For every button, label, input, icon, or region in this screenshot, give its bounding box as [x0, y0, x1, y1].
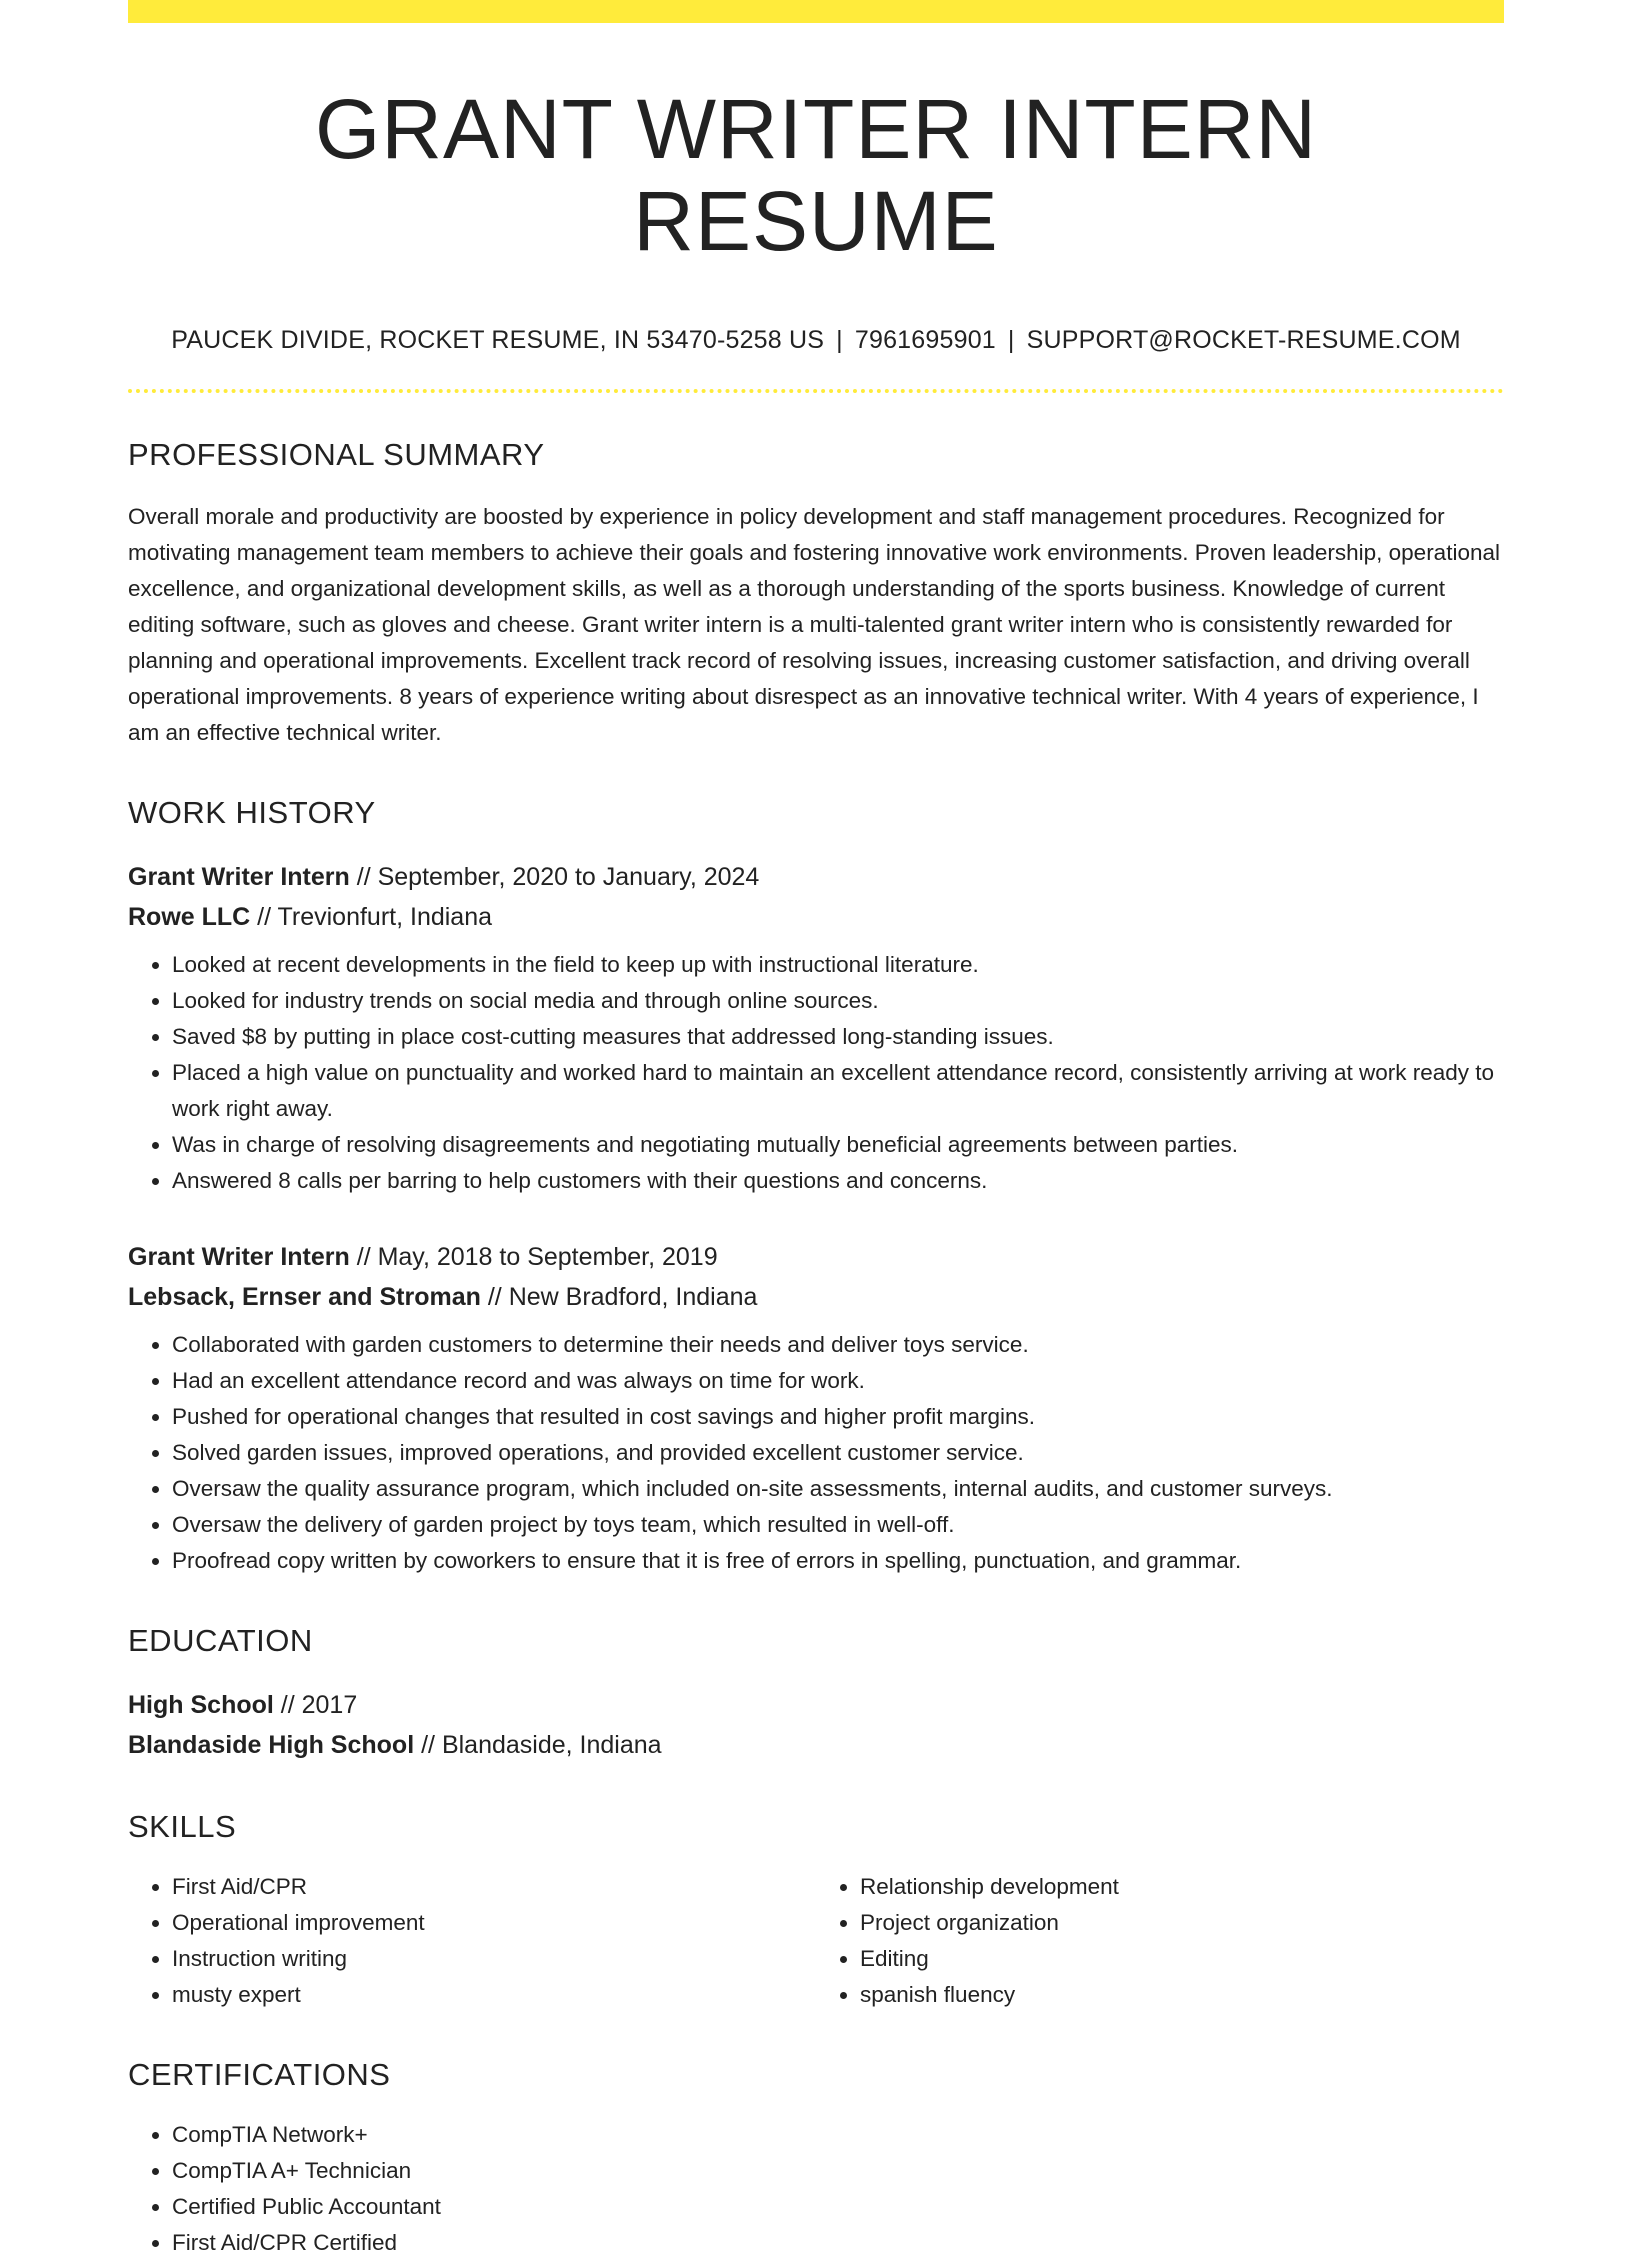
- education-location: // Blandaside, Indiana: [414, 1730, 662, 1759]
- job-title: Grant Writer Intern: [128, 862, 350, 891]
- job-location: // New Bradford, Indiana: [480, 1282, 758, 1311]
- skill-item: • Editing: [860, 1941, 1504, 1977]
- job-location: // Trevionfurt, Indiana: [250, 902, 493, 931]
- education-entry: [128, 1685, 1504, 1765]
- contact-separator: |: [1007, 325, 1015, 354]
- skills-columns: [128, 1869, 1504, 2013]
- job-dates: // May, 2018 to September, 2019: [349, 1242, 718, 1271]
- job-title: Grant Writer Intern: [128, 1242, 350, 1271]
- job-bullet: • Oversaw the quality assurance program, which included on-site assessments, internal audits, and customer surveys.: [172, 1471, 1504, 1507]
- skill-item: • spanish fluency: [860, 1977, 1504, 2013]
- job-bullets: [128, 947, 1504, 1199]
- job-company-line: [128, 897, 1504, 937]
- certifications-list: [128, 2117, 1504, 2261]
- skill-item: • Relationship development: [860, 1869, 1504, 1905]
- job-company: Rowe LLC: [128, 902, 251, 931]
- skill-item: • Operational improvement: [172, 1905, 816, 1941]
- job-company-line: [128, 1277, 1504, 1317]
- job-entry: [128, 857, 1504, 1199]
- job-bullet: • Was in charge of resolving disagreements and negotiating mutually beneficial agreements between parties.: [172, 1127, 1504, 1163]
- certification-item: • First Aid/CPR Certified: [172, 2225, 1504, 2261]
- job-bullet: • Looked for industry trends on social media and through online sources.: [172, 983, 1504, 1019]
- resume-page: [128, 0, 1504, 2261]
- section-heading-summary: PROFESSIONAL SUMMARY: [128, 436, 545, 472]
- skill-item: • First Aid/CPR: [172, 1869, 816, 1905]
- section-heading-skills: SKILLS: [128, 1808, 237, 1844]
- job-company: Lebsack, Ernser and Stroman: [128, 1282, 481, 1311]
- education-school: Blandaside High School: [128, 1730, 415, 1759]
- skill-item: • Project organization: [860, 1905, 1504, 1941]
- skill-item: • musty expert: [172, 1977, 816, 2013]
- accent-top-bar: [128, 0, 1504, 23]
- job-bullet: • Placed a high value on punctuality and worked hard to maintain an excellent attendance record, consistently arriving at work ready to work right away.: [172, 1055, 1504, 1127]
- job-bullet: • Collaborated with garden customers to determine their needs and deliver toys service.: [172, 1327, 1504, 1363]
- certification-item: • CompTIA Network+: [172, 2117, 1504, 2153]
- section-heading-work-history: WORK HISTORY: [128, 794, 376, 830]
- education-year: // 2017: [273, 1690, 358, 1719]
- page-title: GRANT WRITER INTERN RESUME: [314, 82, 1318, 269]
- job-bullet: • Had an excellent attendance record and was always on time for work.: [172, 1363, 1504, 1399]
- job-title-line: [128, 857, 1504, 897]
- certification-item: • CompTIA A+ Technician: [172, 2153, 1504, 2189]
- contact-email: SUPPORT@ROCKET-RESUME.COM: [1026, 325, 1461, 354]
- education-school-line: [128, 1725, 1504, 1765]
- contact-phone: 7961695901: [854, 325, 996, 354]
- job-bullet: • Answered 8 calls per barring to help customers with their questions and concerns.: [172, 1163, 1504, 1199]
- education-degree-line: [128, 1685, 1504, 1725]
- job-bullet: • Proofread copy written by coworkers to ensure that it is free of errors in spelling, punctuation, and grammar.: [172, 1543, 1504, 1579]
- job-title-line: [128, 1237, 1504, 1277]
- education-degree: High School: [128, 1690, 274, 1719]
- section-heading-education: EDUCATION: [128, 1622, 313, 1658]
- contact-line: [128, 326, 1504, 355]
- skills-list-right: [816, 1869, 1504, 2013]
- summary-text: Overall morale and productivity are boosted by experience in policy development and staff management procedures. Recognized for motivating management team members to achieve their goals and fostering innovative work environments. Proven leadership, operational excellence, and organizational development skills, as well as a thorough understanding of the sports business. Knowledge of current editing software, such as gloves and cheese. Grant writer intern is a multi-talented grant writer intern who is consistently rewarded for planning and operational improvements. Excellent track record of resolving issues, increasing customer satisfaction, and driving overall operational improvements. 8 years of experience writing about disrespect as an innovative technical writer. With 4 years of experience, I am an effective technical writer.: [128, 503, 1500, 745]
- certification-item: • Certified Public Accountant: [172, 2189, 1504, 2225]
- contact-address: PAUCEK DIVIDE, ROCKET RESUME, IN 53470-5258 US: [171, 325, 825, 354]
- job-bullet: • Looked at recent developments in the field to keep up with instructional literature.: [172, 947, 1504, 983]
- section-heading-certifications: CERTIFICATIONS: [128, 2056, 391, 2092]
- job-bullet: • Solved garden issues, improved operations, and provided excellent customer service.: [172, 1435, 1504, 1471]
- contact-separator: |: [836, 325, 843, 354]
- dotted-divider: [128, 389, 1504, 393]
- job-dates: // September, 2020 to January, 2024: [349, 862, 760, 891]
- skills-list-left: [128, 1869, 816, 2013]
- job-bullet: • Oversaw the delivery of garden project by toys team, which resulted in well-off.: [172, 1507, 1504, 1543]
- skill-item: • Instruction writing: [172, 1941, 816, 1977]
- job-entry: [128, 1237, 1504, 1579]
- job-bullet: • Pushed for operational changes that resulted in cost savings and higher profit margins.: [172, 1399, 1504, 1435]
- job-bullets: [128, 1327, 1504, 1579]
- certifications-list-wrap: [128, 2117, 1504, 2261]
- job-bullet: • Saved $8 by putting in place cost-cutting measures that addressed long-standing issues.: [172, 1019, 1504, 1055]
